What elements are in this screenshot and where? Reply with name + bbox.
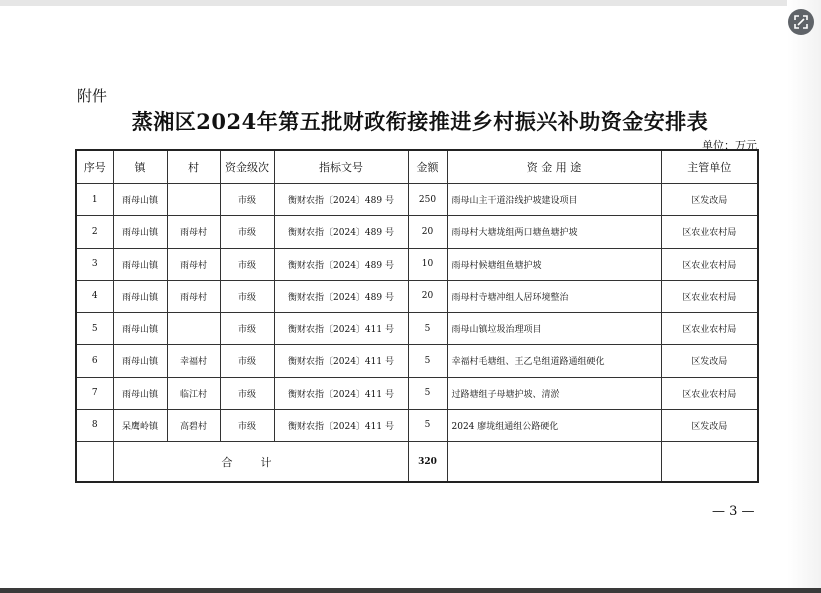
cell-purpose: 雨母村寺塘冲组人居环境整治 bbox=[447, 280, 661, 312]
cell-village bbox=[167, 184, 220, 216]
header-purpose: 资 金 用 途 bbox=[447, 150, 661, 184]
cell-amount: 10 bbox=[408, 248, 447, 280]
cell-level: 市级 bbox=[220, 345, 274, 377]
cell-dept: 区农业农村局 bbox=[661, 313, 758, 345]
total-blank-purpose bbox=[447, 442, 661, 482]
cell-doc: 衡财农指〔2024〕489 号 bbox=[274, 184, 408, 216]
cell-level: 市级 bbox=[220, 248, 274, 280]
cell-purpose: 幸福村毛塘组、王乙皂组道路通组硬化 bbox=[447, 345, 661, 377]
cell-village: 高碧村 bbox=[167, 409, 220, 441]
cell-level: 市级 bbox=[220, 216, 274, 248]
page-number: — 3 — bbox=[712, 504, 755, 519]
cell-town: 雨母山镇 bbox=[113, 345, 167, 377]
cell-amount: 250 bbox=[408, 184, 447, 216]
cell-dept: 区发改局 bbox=[661, 345, 758, 377]
table-row bbox=[76, 216, 758, 248]
cell-no: 1 bbox=[76, 184, 113, 216]
attachment-label: 附件 bbox=[77, 87, 108, 105]
cell-no: 2 bbox=[76, 216, 113, 248]
cell-village: 临江村 bbox=[167, 377, 220, 409]
cell-amount: 5 bbox=[408, 377, 447, 409]
cell-dept: 区农业农村局 bbox=[661, 377, 758, 409]
cell-doc: 衡财农指〔2024〕489 号 bbox=[274, 248, 408, 280]
cell-amount: 5 bbox=[408, 313, 447, 345]
table-header-row bbox=[76, 150, 758, 184]
cell-doc: 衡财农指〔2024〕411 号 bbox=[274, 409, 408, 441]
page-shadow bbox=[787, 0, 821, 588]
cell-dept: 区发改局 bbox=[661, 409, 758, 441]
unit-label: 单位：万元 bbox=[702, 139, 757, 152]
table-row bbox=[76, 280, 758, 312]
cell-level: 市级 bbox=[220, 313, 274, 345]
cell-village bbox=[167, 313, 220, 345]
cell-level: 市级 bbox=[220, 409, 274, 441]
header-amount: 金额 bbox=[408, 150, 447, 184]
header-level: 资金级次 bbox=[220, 150, 274, 184]
cell-amount: 20 bbox=[408, 216, 447, 248]
cell-no: 7 bbox=[76, 377, 113, 409]
cell-doc: 衡财农指〔2024〕411 号 bbox=[274, 345, 408, 377]
total-label: 合计 bbox=[113, 442, 408, 482]
cell-town: 雨母山镇 bbox=[113, 248, 167, 280]
cell-town: 呆鹰岭镇 bbox=[113, 409, 167, 441]
top-bar bbox=[0, 0, 821, 6]
cell-amount: 5 bbox=[408, 345, 447, 377]
cell-amount: 20 bbox=[408, 280, 447, 312]
cell-doc: 衡财农指〔2024〕411 号 bbox=[274, 313, 408, 345]
cell-level: 市级 bbox=[220, 377, 274, 409]
expand-icon[interactable] bbox=[788, 9, 814, 35]
cell-no: 8 bbox=[76, 409, 113, 441]
cell-level: 市级 bbox=[220, 280, 274, 312]
cell-level: 市级 bbox=[220, 184, 274, 216]
total-value: 320 bbox=[408, 442, 447, 482]
table-row bbox=[76, 313, 758, 345]
cell-doc: 衡财农指〔2024〕489 号 bbox=[274, 216, 408, 248]
cell-purpose: 过路塘组子母塘护坡、清淤 bbox=[447, 377, 661, 409]
cell-purpose: 2024 廖垅组通组公路硬化 bbox=[447, 409, 661, 441]
cell-no: 3 bbox=[76, 248, 113, 280]
cell-purpose: 雨母山主干道沿线护坡建设项目 bbox=[447, 184, 661, 216]
header-village: 村 bbox=[167, 150, 220, 184]
cell-village: 幸福村 bbox=[167, 345, 220, 377]
table-row bbox=[76, 248, 758, 280]
header-town: 镇 bbox=[113, 150, 167, 184]
total-blank-dept bbox=[661, 442, 758, 482]
table-row bbox=[76, 409, 758, 441]
cell-no: 4 bbox=[76, 280, 113, 312]
cell-no: 5 bbox=[76, 313, 113, 345]
cell-village: 雨母村 bbox=[167, 280, 220, 312]
cell-dept: 区农业农村局 bbox=[661, 280, 758, 312]
cell-dept: 区农业农村局 bbox=[661, 248, 758, 280]
header-no: 序号 bbox=[76, 150, 113, 184]
total-row bbox=[76, 442, 758, 482]
cell-town: 雨母山镇 bbox=[113, 313, 167, 345]
table-row bbox=[76, 345, 758, 377]
header-doc: 指标文号 bbox=[274, 150, 408, 184]
cell-dept: 区农业农村局 bbox=[661, 216, 758, 248]
document-title: 蒸湘区2024年第五批财政衔接推进乡村振兴补助资金安排表 bbox=[131, 109, 709, 134]
bottom-bar bbox=[0, 588, 821, 593]
table-row bbox=[76, 184, 758, 216]
funding-table bbox=[75, 149, 759, 483]
cell-doc: 衡财农指〔2024〕411 号 bbox=[274, 377, 408, 409]
cell-village: 雨母村 bbox=[167, 248, 220, 280]
cell-purpose: 雨母村大塘垅组两口塘鱼塘护坡 bbox=[447, 216, 661, 248]
expand-icon-glyph bbox=[794, 15, 808, 29]
cell-purpose: 雨母山镇垃圾治理项目 bbox=[447, 313, 661, 345]
cell-dept: 区发改局 bbox=[661, 184, 758, 216]
cell-village: 雨母村 bbox=[167, 216, 220, 248]
cell-doc: 衡财农指〔2024〕489 号 bbox=[274, 280, 408, 312]
cell-purpose: 雨母村候塘组鱼塘护坡 bbox=[447, 248, 661, 280]
cell-no: 6 bbox=[76, 345, 113, 377]
cell-amount: 5 bbox=[408, 409, 447, 441]
cell-town: 雨母山镇 bbox=[113, 216, 167, 248]
total-blank bbox=[76, 442, 113, 482]
cell-town: 雨母山镇 bbox=[113, 184, 167, 216]
cell-town: 雨母山镇 bbox=[113, 280, 167, 312]
header-dept: 主管单位 bbox=[661, 150, 758, 184]
table-row bbox=[76, 377, 758, 409]
cell-town: 雨母山镇 bbox=[113, 377, 167, 409]
